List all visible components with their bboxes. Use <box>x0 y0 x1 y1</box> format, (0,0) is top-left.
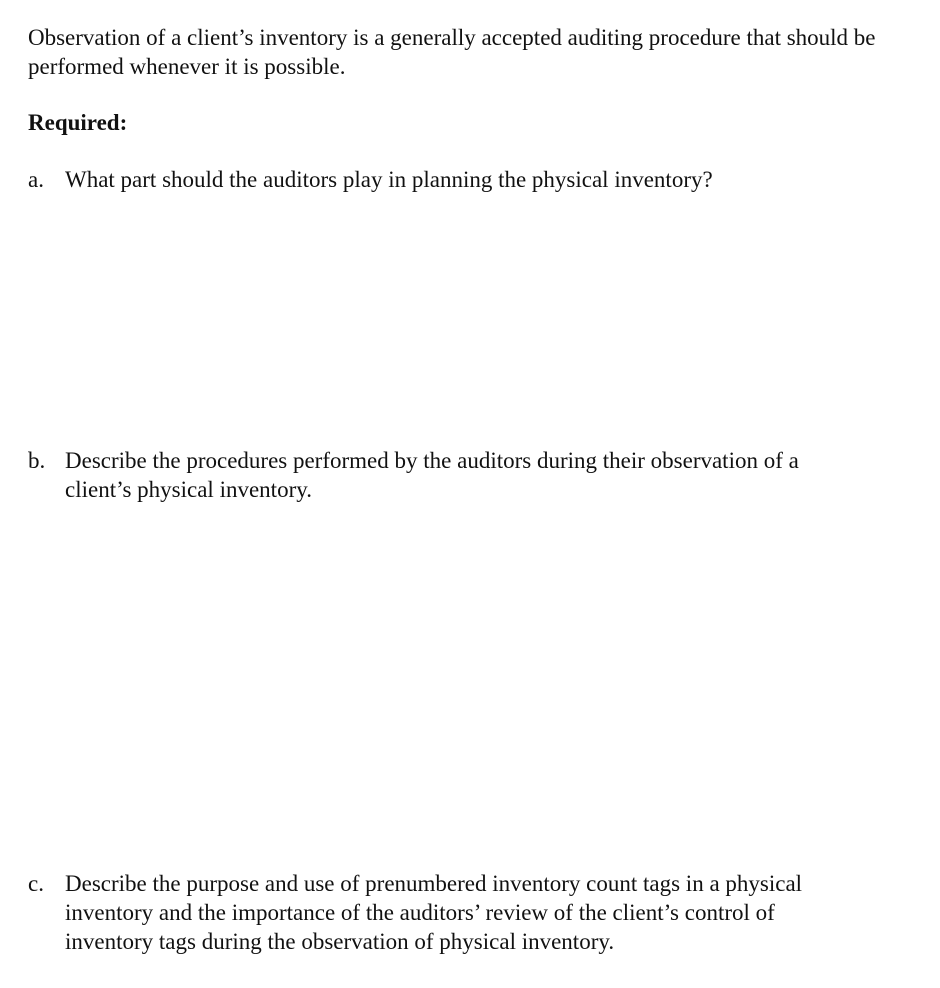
question-a <box>28 165 898 194</box>
question-letter: a. <box>28 167 44 192</box>
question-text: What part should the auditors play in planning the physical inventory? <box>65 167 713 192</box>
question-c <box>28 869 868 956</box>
question-letter: b. <box>28 448 46 473</box>
question-text: Describe the purpose and use of prenumbered inventory count tags in a physical inventory and the importance of the auditors’ review of the client’s control of inventory tags during the observation of physical inventory. <box>65 871 803 954</box>
required-heading: Required: <box>28 110 128 135</box>
question-letter: c. <box>28 871 44 896</box>
question-b <box>28 446 868 504</box>
intro-paragraph: Observation of a client’s inventory is a generally accepted auditing procedure that should be performed whenever it is possible. <box>28 25 876 79</box>
question-text: Describe the procedures performed by the auditors during their observation of a client’s physical inventory. <box>65 448 799 502</box>
